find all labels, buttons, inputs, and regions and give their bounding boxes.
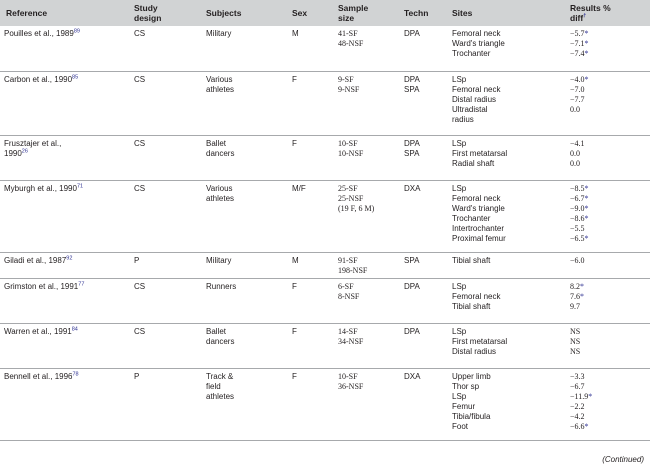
sample-size-cell: [332, 180, 398, 252]
sites-cell: [446, 180, 564, 252]
site-line: Distal radius: [452, 346, 497, 356]
reference-line: [4, 256, 125, 266]
header-subjects: Subjects: [200, 0, 286, 26]
result-line: [570, 327, 647, 337]
result-line: [570, 39, 647, 49]
study-design-cell: P: [128, 368, 200, 440]
reference-line: [4, 29, 125, 39]
sample-line: 36-NSF: [338, 381, 364, 391]
citation-number: 92: [66, 254, 73, 261]
site-line: Thor sp: [452, 381, 480, 391]
site-line: Tibia/fibula: [452, 411, 491, 421]
header-results: [564, 0, 650, 26]
result-line: [570, 29, 647, 39]
site-line: Femoral neck: [452, 84, 501, 94]
table-row: [0, 368, 650, 440]
technique-cell: [398, 252, 446, 278]
reference-text: Frusztajer et al.,: [4, 138, 62, 148]
sex-cell: F: [286, 135, 332, 180]
sex-cell: F: [286, 278, 332, 323]
header-sites: Sites: [446, 0, 564, 26]
result-line: [570, 49, 647, 59]
result-line: [570, 372, 647, 382]
subjects-line: athletes: [206, 84, 235, 94]
site-line: LSp: [452, 183, 467, 193]
table-row: [0, 26, 650, 71]
header-sample-size-line: size: [338, 13, 355, 23]
table-row: [0, 252, 650, 278]
technique-line: DPA: [404, 29, 420, 38]
result-line: [570, 159, 647, 169]
subjects-line: Track &: [206, 371, 234, 381]
reference-line: [4, 149, 125, 159]
result-line: [570, 105, 647, 115]
sample-line: 10-NSF: [338, 148, 364, 158]
subjects-line: Military: [206, 29, 232, 38]
site-line: Intertrochanter: [452, 223, 505, 233]
sample-size-cell: [332, 71, 398, 135]
site-line: Trochanter: [452, 213, 491, 223]
study-design-cell: CS: [128, 278, 200, 323]
result-value: 0.0: [570, 104, 580, 114]
table-row: [0, 135, 650, 180]
site-line: LSp: [452, 74, 467, 84]
sample-size-cell: [332, 252, 398, 278]
subjects-line: field: [206, 381, 221, 391]
sites-cell: [446, 26, 564, 71]
sites-cell: [446, 252, 564, 278]
technique-line: DPA: [404, 74, 420, 84]
technique-line: SPA: [404, 148, 420, 158]
result-value: −4.1: [570, 138, 585, 148]
result-value: −7.1: [570, 39, 585, 48]
site-line: Ultradistal: [452, 104, 488, 114]
result-value: 0.0: [570, 148, 580, 158]
header-technique: Techn: [398, 0, 446, 26]
technique-line: DPA: [404, 281, 420, 291]
sex-cell: M/F: [286, 180, 332, 252]
result-line: [570, 204, 647, 214]
reference-text: Myburgh et al., 1990: [4, 183, 77, 193]
subjects-line: dancers: [206, 336, 235, 346]
subjects-cell: [200, 252, 286, 278]
sites-cell: [446, 278, 564, 323]
significance-mark: *: [584, 203, 589, 213]
header-study-design: [128, 0, 200, 26]
results-cell: [564, 278, 650, 323]
technique-line: DXA: [404, 183, 421, 193]
site-line: Distal radius: [452, 94, 497, 104]
reference-cell: [0, 135, 128, 180]
site-line: Femoral neck: [452, 193, 501, 203]
sex-cell: F: [286, 368, 332, 440]
results-cell: [564, 252, 650, 278]
significance-mark: *: [580, 281, 584, 291]
site-line: radius: [452, 114, 474, 124]
reference-cell: [0, 180, 128, 252]
result-value: 9.7: [570, 301, 580, 311]
header-results-line: [570, 13, 647, 23]
sites-cell: [446, 368, 564, 440]
reference-cell: [0, 26, 128, 71]
technique-line: DPA: [404, 326, 420, 336]
significance-mark: *: [584, 193, 589, 203]
reference-line: [4, 75, 125, 85]
technique-line: DXA: [404, 371, 421, 381]
subjects-cell: [200, 71, 286, 135]
site-line: LSp: [452, 326, 467, 336]
header-study-design-line: design: [134, 13, 162, 23]
sample-line: (19 F, 6 M): [338, 203, 375, 213]
result-value: −5.7: [570, 29, 585, 38]
result-line: [570, 224, 647, 234]
result-line: [570, 234, 647, 244]
technique-cell: [398, 278, 446, 323]
continued-note: (Continued): [602, 455, 644, 464]
site-line: Femoral neck: [452, 29, 501, 38]
sample-line: 25-SF: [338, 183, 358, 193]
sample-line: 14-SF: [338, 326, 358, 336]
result-line: [570, 139, 647, 149]
sample-line: 34-NSF: [338, 336, 364, 346]
result-value: −4.0: [570, 74, 585, 84]
header-sample-size: [332, 0, 398, 26]
reference-text: Bennell et al., 1996: [4, 371, 73, 381]
reference-line: [4, 327, 125, 337]
significance-mark: *: [584, 39, 589, 48]
significance-mark: *: [584, 29, 589, 38]
site-line: LSp: [452, 391, 467, 401]
site-line: Proximal femur: [452, 233, 506, 243]
subjects-cell: [200, 135, 286, 180]
sample-size-cell: [332, 26, 398, 71]
citation-number: 26: [21, 147, 28, 154]
reference-text: 1990: [4, 148, 22, 158]
subjects-line: Military: [206, 255, 232, 265]
sample-line: 8-NSF: [338, 291, 360, 301]
site-line: Tibial shaft: [452, 255, 491, 265]
sample-size-cell: [332, 323, 398, 368]
subjects-cell: [200, 368, 286, 440]
table-row: [0, 71, 650, 135]
sample-size-cell: [332, 368, 398, 440]
reference-cell: [0, 278, 128, 323]
result-line: [570, 347, 647, 357]
result-value: −5.5: [570, 223, 585, 233]
site-line: First metatarsal: [452, 336, 508, 346]
result-value: −9.0: [570, 203, 585, 213]
header-sex: Sex: [286, 0, 332, 26]
subjects-line: Ballet: [206, 138, 227, 148]
result-line: [570, 402, 647, 412]
result-line: [570, 149, 647, 159]
header-reference: Reference: [0, 0, 128, 26]
reference-text: Pouilles et al., 1989: [4, 29, 74, 38]
result-line: [570, 85, 647, 95]
reference-text: Grimston et al., 1991: [4, 281, 79, 291]
result-value: −8.6: [570, 213, 585, 223]
site-line: LSp: [452, 138, 467, 148]
site-line: Femoral neck: [452, 291, 501, 301]
subjects-line: Various: [206, 183, 233, 193]
site-line: Radial shaft: [452, 158, 495, 168]
sites-cell: [446, 135, 564, 180]
reference-line: [4, 282, 125, 292]
table-row: [0, 278, 650, 323]
sex-cell: M: [286, 26, 332, 71]
significance-mark: *: [584, 74, 589, 84]
sample-line: 48-NSF: [338, 39, 364, 48]
result-value: NS: [570, 346, 581, 356]
result-line: [570, 392, 647, 402]
reference-cell: [0, 368, 128, 440]
reference-cell: [0, 71, 128, 135]
result-line: [570, 75, 647, 85]
technique-cell: [398, 180, 446, 252]
subjects-line: Various: [206, 74, 233, 84]
site-line: First metatarsal: [452, 148, 508, 158]
reference-text: Warren et al., 1991: [4, 326, 72, 336]
result-line: [570, 412, 647, 422]
sites-cell: [446, 323, 564, 368]
result-value: −7.4: [570, 49, 585, 58]
result-line: [570, 214, 647, 224]
site-line: Trochanter: [452, 49, 491, 58]
subjects-cell: [200, 180, 286, 252]
result-value: NS: [570, 336, 581, 346]
technique-cell: [398, 135, 446, 180]
citation-number: 77: [78, 280, 85, 287]
study-design-cell: CS: [128, 323, 200, 368]
result-line: [570, 337, 647, 347]
sample-line: 6-SF: [338, 281, 354, 291]
results-cell: [564, 135, 650, 180]
citation-number: 71: [76, 182, 84, 189]
subjects-cell: [200, 26, 286, 71]
result-line: [570, 194, 647, 204]
technique-line: DPA: [404, 138, 420, 148]
results-cell: [564, 180, 650, 252]
significance-mark: *: [584, 233, 589, 243]
subjects-line: Ballet: [206, 326, 227, 336]
significance-mark: *: [588, 391, 593, 401]
table-header-row: [0, 0, 650, 26]
sample-line: 10-SF: [338, 138, 358, 148]
reference-text: Carbon et al., 1990: [4, 74, 73, 84]
result-value: 7.6: [570, 291, 580, 301]
citation-number: 89: [73, 28, 80, 35]
result-line: [570, 256, 647, 266]
site-line: Upper limb: [452, 371, 491, 381]
citation-number: 78: [72, 370, 79, 377]
citation-number: 85: [72, 73, 79, 80]
sample-line: 10-SF: [338, 371, 358, 381]
header-sample-size-line: Sample: [338, 3, 369, 13]
result-value: −6.5: [570, 233, 585, 243]
study-design-cell: CS: [128, 71, 200, 135]
header-results-line: Results %: [570, 3, 611, 13]
result-value: −11.9: [570, 391, 589, 401]
sample-line: 198-NSF: [338, 265, 368, 275]
result-line: [570, 95, 647, 105]
technique-cell: [398, 368, 446, 440]
technique-line: SPA: [404, 255, 420, 265]
result-value: −6.6: [570, 421, 585, 431]
table-row: [0, 180, 650, 252]
result-value: 0.0: [570, 158, 580, 168]
reference-line: [4, 184, 125, 194]
significance-mark: *: [584, 183, 589, 193]
result-line: [570, 422, 647, 432]
subjects-line: dancers: [206, 148, 235, 158]
site-line: Tibial shaft: [452, 301, 491, 311]
header-study-design-line: Study: [134, 3, 158, 13]
site-line: Ward's triangle: [452, 39, 505, 48]
subjects-line: Runners: [206, 281, 237, 291]
results-cell: [564, 323, 650, 368]
sample-line: 91-SF: [338, 255, 358, 265]
result-value: −6.0: [570, 255, 585, 265]
result-line: [570, 302, 647, 312]
sex-cell: F: [286, 323, 332, 368]
result-value: −7.0: [570, 84, 585, 94]
result-line: [570, 382, 647, 392]
subjects-cell: [200, 323, 286, 368]
result-value: NS: [570, 326, 581, 336]
sex-cell: F: [286, 71, 332, 135]
table-row: [0, 323, 650, 368]
result-value: −2.2: [570, 401, 585, 411]
results-cell: [564, 26, 650, 71]
sex-cell: M: [286, 252, 332, 278]
site-line: Foot: [452, 421, 469, 431]
sample-line: 25-NSF: [338, 193, 364, 203]
sites-cell: [446, 71, 564, 135]
technique-line: SPA: [404, 84, 420, 94]
result-value: −6.7: [570, 193, 585, 203]
reference-line: [4, 372, 125, 382]
reference-cell: [0, 323, 128, 368]
reference-cell: [0, 252, 128, 278]
result-value: 8.2: [570, 281, 580, 291]
result-value: −7.7: [570, 94, 585, 104]
significance-mark: *: [580, 291, 584, 301]
subjects-line: athletes: [206, 193, 235, 203]
results-cell: [564, 368, 650, 440]
sample-size-cell: [332, 278, 398, 323]
study-design-cell: CS: [128, 26, 200, 71]
technique-cell: [398, 26, 446, 71]
citation-number: 84: [71, 325, 78, 332]
site-line: Ward's triangle: [452, 203, 505, 213]
sample-size-cell: [332, 135, 398, 180]
result-line: [570, 292, 647, 302]
technique-cell: [398, 323, 446, 368]
result-value: −8.5: [570, 183, 585, 193]
technique-cell: [398, 71, 446, 135]
reference-text: Giladi et al., 1987: [4, 255, 67, 265]
significance-mark: *: [584, 213, 589, 223]
significance-mark: *: [584, 421, 589, 431]
result-line: [570, 282, 647, 292]
result-value: −6.7: [570, 381, 585, 391]
sample-line: 41-SF: [338, 29, 358, 38]
study-design-cell: P: [128, 252, 200, 278]
sample-line: 9-NSF: [338, 84, 360, 94]
result-value: −4.2: [570, 411, 585, 421]
sample-line: 9-SF: [338, 74, 354, 84]
site-line: Femur: [452, 401, 476, 411]
dagger-footnote-mark: †: [583, 13, 587, 20]
header-results-diff: diff: [570, 13, 584, 23]
subjects-cell: [200, 278, 286, 323]
results-cell: [564, 71, 650, 135]
result-value: −3.3: [570, 371, 585, 381]
study-design-cell: CS: [128, 180, 200, 252]
result-line: [570, 184, 647, 194]
site-line: LSp: [452, 281, 467, 291]
significance-mark: *: [584, 49, 589, 58]
subjects-line: athletes: [206, 391, 235, 401]
study-design-cell: CS: [128, 135, 200, 180]
